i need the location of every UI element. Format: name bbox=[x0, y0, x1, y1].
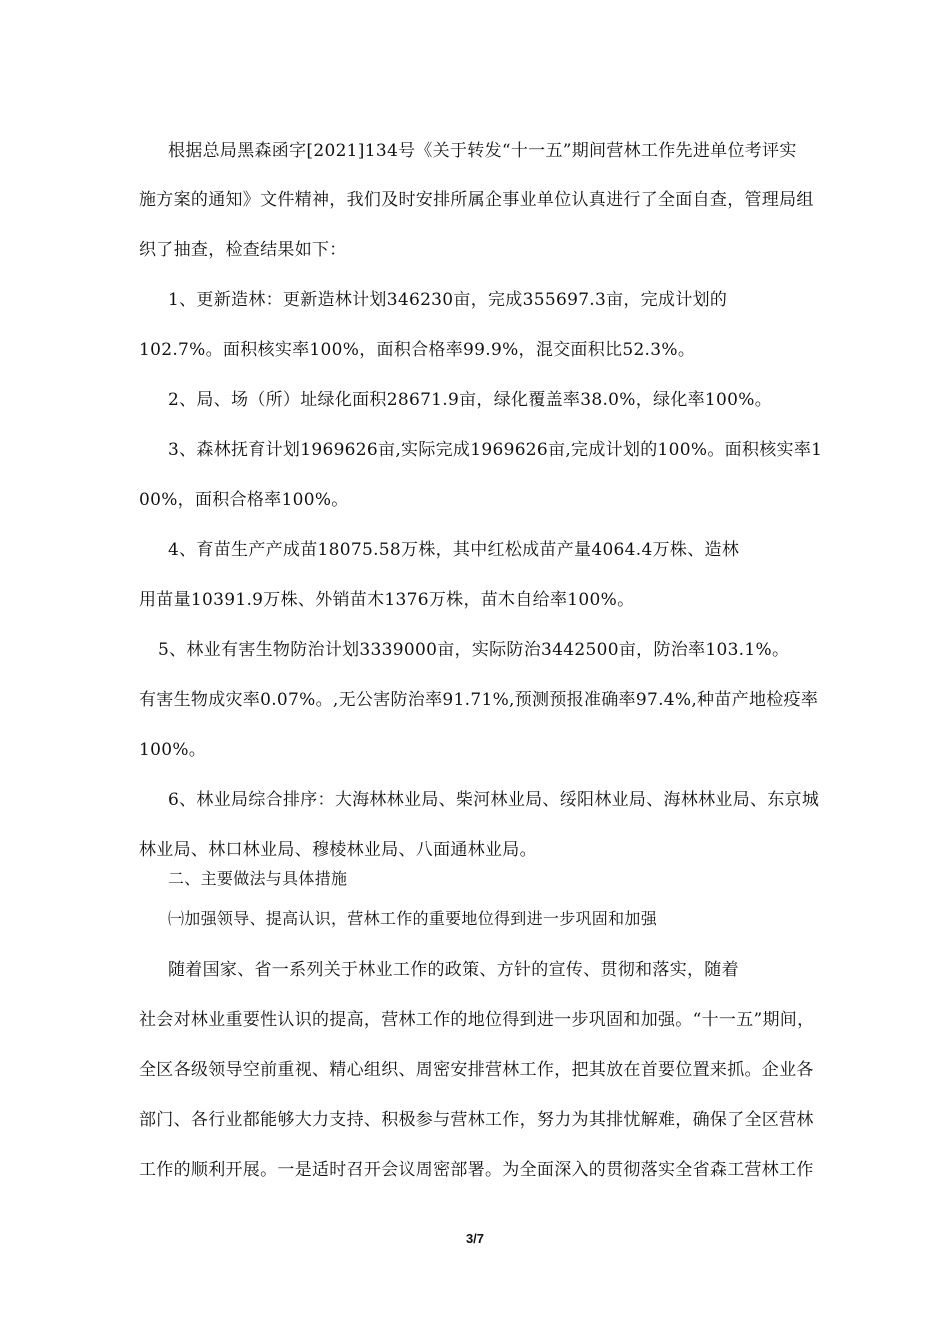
paragraph-line: 全区各级领导空前重视、精心组织、周密安排营林工作，把其放在首要位置来抓。企业各 bbox=[139, 1060, 814, 1080]
paragraph-line: 工作的顺利开展。一是适时召开会议周密部署。为全面深入的贯彻落实全省森工营林工作 bbox=[139, 1160, 814, 1180]
list-item: 3、森林抚育计划1969626亩,实际完成1969626亩,完成计划的100%。面积核实率1 bbox=[168, 440, 823, 460]
paragraph-line: 社会对林业重要性认识的提高，营林工作的地位得到进一步巩固和加强。“十一五”期间， bbox=[139, 1010, 815, 1030]
paragraph-line: 100%。 bbox=[139, 740, 207, 760]
paragraph-line: 有害生物成灾率0.07%。,无公害防治率91.71%,预测预报准确率97.4%,种苗产地检疫率 bbox=[139, 690, 819, 710]
paragraph-line: 00%，面积合格率100%。 bbox=[139, 490, 349, 510]
paragraph-line: 施方案的通知》文件精神，我们及时安排所属企事业单位认真进行了全面自查，管理局组 bbox=[139, 190, 814, 210]
section-heading: 二、主要做法与具体措施 bbox=[168, 869, 348, 888]
list-item: 5、林业有害生物防治计划3339000亩，实际防治3442500亩，防治率103.1%。 bbox=[158, 640, 790, 660]
page-number: 3/7 bbox=[465, 1231, 485, 1246]
subsection-heading: ㈠加强领导、提高认识，营林工作的重要地位得到进一步巩固和加强 bbox=[168, 909, 658, 928]
paragraph-line: 林业局、林口林业局、穆棱林业局、八面通林业局。 bbox=[139, 840, 537, 860]
paragraph-line: 根据总局黑森函字[2021]134号《关于转发“十一五”期间营林工作先进单位考评实 bbox=[168, 141, 797, 161]
list-item: 2、局、场（所）址绿化面积28671.9亩，绿化覆盖率38.0%，绿化率100%。 bbox=[168, 390, 773, 410]
paragraph-line: 用苗量10391.9万株、外销苗木1376万株，苗木自给率100%。 bbox=[139, 590, 635, 610]
paragraph-line: 部门、各行业都能够大力支持、积极参与营林工作，努力为其排忧解难，确保了全区营林 bbox=[139, 1110, 814, 1130]
list-item: 4、育苗生产产成苗18075.58万株，其中红松成苗产量4064.4万株、造林 bbox=[168, 540, 740, 560]
list-item: 6、林业局综合排序：大海林林业局、柴河林业局、绥阳林业局、海林林业局、东京城 bbox=[168, 790, 820, 810]
paragraph-line: 随着国家、省一系列关于林业工作的政策、方针的宣传、贯彻和落实，随着 bbox=[168, 960, 739, 980]
list-item: 1、更新造林：更新造林计划346230亩，完成355697.3亩，完成计划的 bbox=[168, 290, 728, 310]
paragraph-line: 102.7%。面积核实率100%，面积合格率99.9%，混交面积比52.3%。 bbox=[139, 340, 696, 360]
paragraph-line: 织了抽查，检查结果如下： bbox=[139, 240, 347, 260]
